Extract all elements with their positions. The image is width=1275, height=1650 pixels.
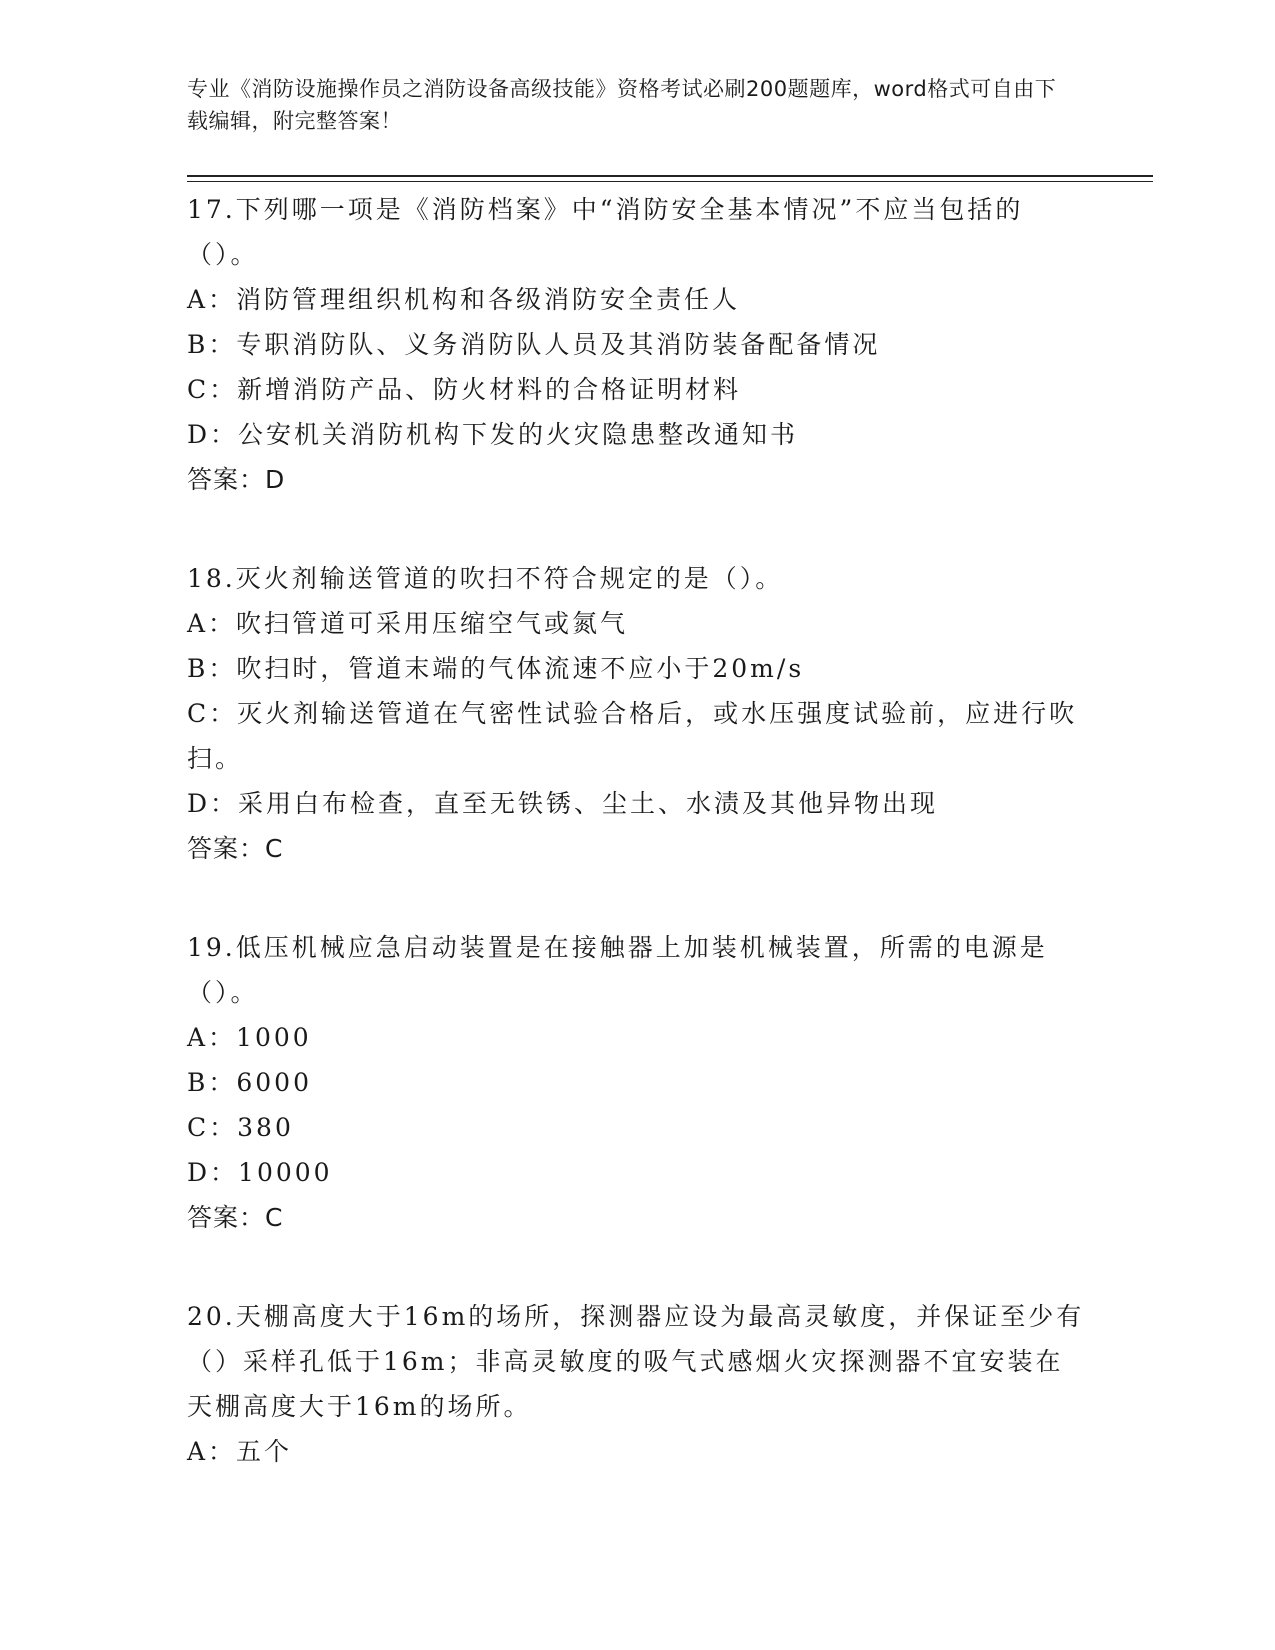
- option-b: B：6000: [187, 1068, 312, 1097]
- question-stem: 18.灭火剂输送管道的吹扫不符合规定的是（）。: [187, 564, 784, 593]
- option-d: D：采用白布检查，直至无铁锈、尘土、水渍及其他异物出现: [187, 789, 939, 818]
- header-divider-thin: [187, 181, 1153, 182]
- option-d: D：公安机关消防机构下发的火灾隐患整改通知书: [187, 420, 799, 449]
- question-19: [187, 925, 1087, 1240]
- header-divider: [187, 175, 1153, 177]
- option-a: A：吹扫管道可采用压缩空气或氮气: [187, 609, 629, 638]
- page-header: 专业《消防设施操作员之消防设备高级技能》资格考试必刷200题题库，word格式可自由下载编辑，附完整答案！: [187, 77, 1057, 133]
- question-stem: 19.低压机械应急启动装置是在接触器上加装机械装置，所需的电源是（）。: [187, 933, 1048, 1007]
- option-a: A：消防管理组织机构和各级消防安全责任人: [187, 285, 741, 314]
- answer: 答案：C: [187, 1203, 284, 1232]
- question-stem: 17.下列哪一项是《消防档案》中“消防安全基本情况”不应当包括的（）。: [187, 195, 1024, 269]
- option-c: C：新增消防产品、防火材料的合格证明材料: [187, 375, 742, 404]
- option-a: A：1000: [187, 1023, 312, 1052]
- option-b: B：吹扫时，管道末端的气体流速不应小于20m/s: [187, 654, 805, 683]
- question-18: [187, 556, 1087, 871]
- question-20: [187, 1294, 1087, 1474]
- question-17: [187, 187, 1087, 502]
- question-stem: 20.天棚高度大于16m的场所，探测器应设为最高灵敏度，并保证至少有（）采样孔低于16m；非高灵敏度的吸气式感烟火灾探测器不宜安装在天棚高度大于16m的场所。: [187, 1302, 1085, 1421]
- answer: 答案：C: [187, 834, 284, 863]
- option-c: C：380: [187, 1113, 294, 1142]
- option-a: A：五个: [187, 1437, 293, 1466]
- question-list: [187, 187, 1087, 1528]
- answer: 答案：D: [187, 465, 286, 494]
- option-b: B：专职消防队、义务消防队人员及其消防装备配备情况: [187, 330, 881, 359]
- option-d: D：10000: [187, 1158, 333, 1187]
- option-c: C：灭火剂输送管道在气密性试验合格后，或水压强度试验前，应进行吹扫。: [187, 699, 1078, 773]
